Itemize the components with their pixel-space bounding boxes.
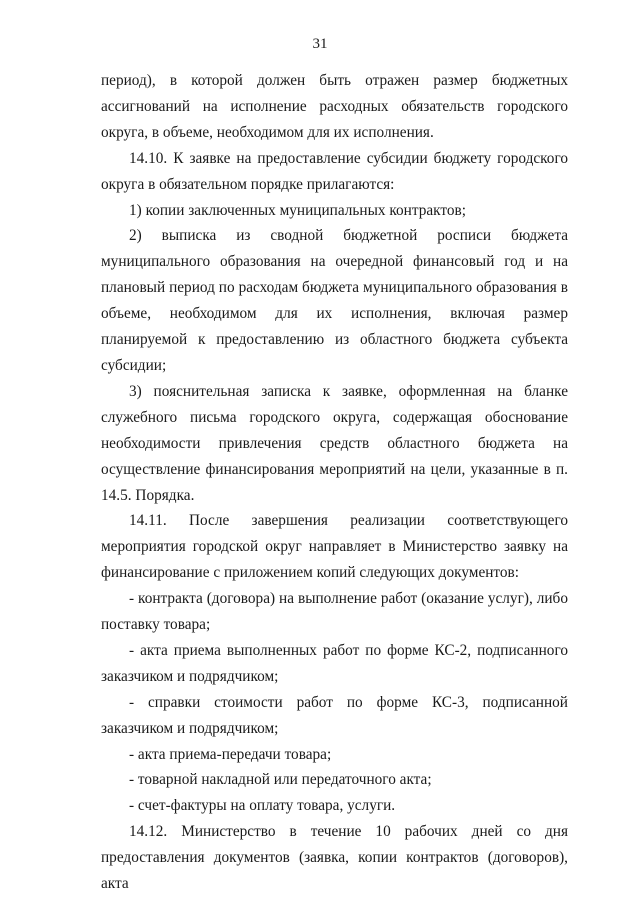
- doc-item-invoice: - счет-фактуры на оплату товара, услуги.: [129, 797, 396, 815]
- paragraph-14-12: 14.12. Министерство в течение 10 рабочих дней со дня предоставления документов (заявка, копии контрактов (договоров), акта: [101, 823, 568, 893]
- doc-item-ks3: - справки стоимости работ по форме КС-3, подписанной заказчиком и подрядчиком;: [101, 693, 568, 737]
- doc-item-transfer-act: - акта приема-передачи товара;: [129, 745, 332, 763]
- paragraph-14-10: 14.10. К заявке на предоставление субсидии бюджету городского округа в обязательном порядке прилагаются:: [101, 149, 568, 193]
- paragraph-continuation: период), в которой должен быть отражен размер бюджетных ассигнований на исполнение расходных обязательств городского округа, в объеме, необходимом для их исполнения.: [101, 72, 568, 141]
- document-body: [101, 68, 568, 897]
- list-item-2: 2) выписка из сводной бюджетной росписи бюджета муниципального образования на очередной финансовый год и на плановый период по расходам бюджета муниципального образования в объеме, необходимом для их исполнения, включая размер планируемой к предоставлению из областного бюджета субъекта субсидии;: [101, 227, 568, 374]
- doc-item-waybill: - товарной накладной или передаточного акта;: [129, 771, 432, 789]
- doc-item-contract: - контракта (договора) на выполнение работ (оказание услуг), либо поставку товара;: [101, 590, 568, 634]
- paragraph-14-11: 14.11. После завершения реализации соответствующего мероприятия городской округ направляет в Министерство заявку на финансирование с приложением копий следующих документов:: [101, 512, 568, 582]
- list-item-3: 3) пояснительная записка к заявке, оформленная на бланке служебного письма городского округа, содержащая обоснование необходимости привлечения средств областного бюджета на осуществление финансирования мероприятий на цели, указанные в п. 14.5. Порядка.: [101, 382, 568, 504]
- page-number: 31: [312, 36, 328, 52]
- doc-item-ks2: - акта приема выполненных работ по форме КС-2, подписанного заказчиком и подрядчиком;: [101, 641, 568, 685]
- list-item-1: 1) копии заключенных муниципальных контрактов;: [129, 201, 466, 219]
